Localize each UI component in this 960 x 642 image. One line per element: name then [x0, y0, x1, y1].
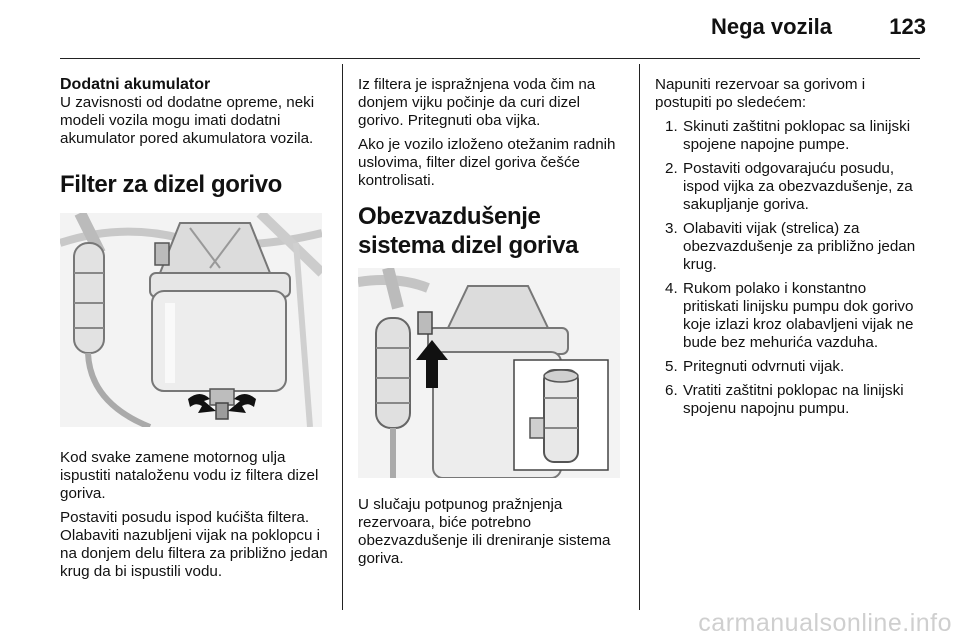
header-divider [60, 58, 920, 59]
column-2 [358, 76, 626, 574]
heading-dodatni-akumulator: Dodatni akumulator [60, 76, 211, 93]
paragraph-ispraznjena-voda: Iz filtera je ispražnjena voda čim na donjem vijku počinje da curi dizel gorivo. Pritegnuti oba vijka. [358, 76, 596, 129]
bleed-pump-figure [358, 268, 620, 478]
paragraph-napuniti-rezervoar: Napuniti rezervoar sa gorivom i postupiti po sledećem: [655, 76, 866, 111]
list-item: 2. Postaviti odgovarajuću posudu, ispod vijka za obezvazdušenje, za sakupljanje goriva. [665, 160, 913, 213]
steps-list [655, 118, 923, 418]
paragraph-zamena-ulja: Kod svake zamene motornog ulja ispustiti nataloženu vodu iz filtera dizel goriva. [60, 449, 319, 502]
page-number: 123 [889, 14, 926, 39]
watermark: carmanualsonline.info [698, 609, 952, 637]
column-1 [60, 76, 328, 587]
paragraph-otezani-uslovi: Ako je vozilo izloženo otežanim radnih uslovima, filter dizel goriva češće kontrolisati. [358, 136, 616, 189]
heading-obezvazdusenje: Obezvazdušenje sistema dizel goriva [358, 203, 579, 259]
column-3 [655, 76, 923, 424]
list-item: 1. Skinuti zaštitni poklopac sa linijski spojene napojne pumpe. [665, 118, 911, 153]
list-item: 4. Rukom polako i konstantno pritiskati linijsku pumpu dok gorivo koje izlazi kroz olabavljeni vijak ne bude bez mehurića vazduha. [665, 280, 914, 351]
paragraph-praznjenje-rezervoara: U slučaju potpunog pražnjenja rezervoara, biće potrebno obezvazdušenje ili dreniranje sistema goriva. [358, 496, 611, 567]
paragraph-akumulator: U zavisnosti od dodatne opreme, neki modeli vozila mogu imati dodatni akumulator pored akumulatora vozila. [60, 94, 315, 147]
list-item: 6. Vratiti zaštitni poklopac na linijski spojenu napojnu pumpu. [665, 382, 904, 417]
column-divider-2 [639, 64, 640, 610]
heading-filter-dizel: Filter za dizel gorivo [60, 171, 282, 198]
fuel-filter-figure [60, 213, 322, 427]
page-header-title: Nega vozila [710, 14, 832, 39]
fuel-filter-illustration [60, 213, 322, 427]
paragraph-posuda: Postaviti posudu ispod kućišta filtera. Olabaviti nazubljeni vijak na poklopcu i na donjem delu filtera za približno jedan krug da bi ispustili vodu. [60, 509, 328, 580]
column-divider-1 [342, 64, 343, 610]
list-item: 3. Olabaviti vijak (strelica) za obezvazdušenje za približno jedan krug. [665, 220, 916, 273]
list-item: 5. Pritegnuti odvrnuti vijak. [665, 358, 845, 375]
bleed-pump-illustration [358, 268, 620, 478]
